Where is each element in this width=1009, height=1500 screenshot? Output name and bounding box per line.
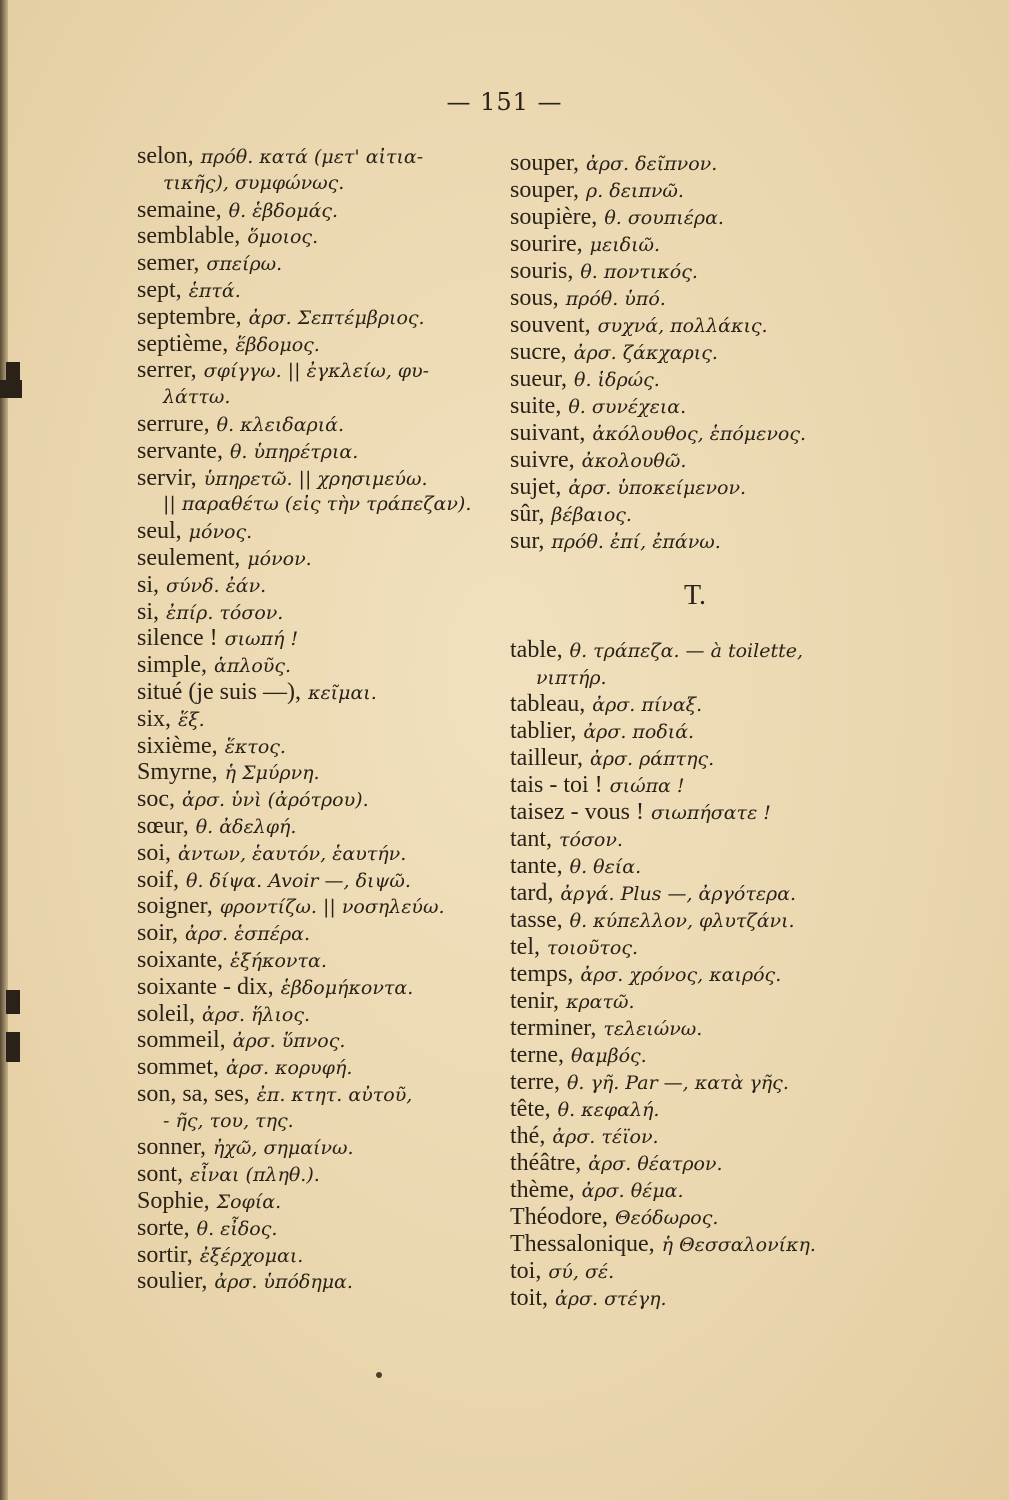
entry-continuation	[137, 170, 502, 197]
entry-headword: soleil,	[137, 1000, 195, 1027]
dictionary-column-right	[510, 150, 880, 1312]
dictionary-entry	[510, 231, 880, 258]
entry-translation: εἶναι (πληθ.).	[190, 1164, 320, 1187]
entry-headword: suivre,	[510, 447, 575, 473]
dictionary-entry	[137, 223, 502, 250]
entry-headword: serrure,	[137, 410, 210, 437]
dictionary-entry	[510, 853, 880, 880]
entry-headword: souvent,	[510, 312, 591, 338]
dictionary-entry	[510, 1231, 880, 1258]
entry-headword: tel,	[510, 934, 540, 960]
entry-headword: son, sa, ses,	[137, 1080, 250, 1107]
dictionary-entry	[137, 893, 502, 920]
dictionary-entry	[137, 277, 502, 304]
entry-translation: θ. κεφαλή.	[557, 1099, 660, 1121]
entry-translation: ἀρσ. χρόνος, καιρός.	[580, 964, 782, 986]
entry-translation: Θεόδωρος.	[614, 1207, 719, 1229]
entry-headword: sortir,	[137, 1241, 193, 1268]
entry-headword: septembre,	[137, 303, 242, 330]
entry-translation: σιωπήσατε !	[650, 802, 771, 824]
dictionary-entry	[137, 920, 502, 947]
entry-headword: sixième,	[137, 732, 218, 759]
entry-translation: τοιοῦτος.	[547, 937, 639, 959]
entry-translation: ἀρσ. ὑποκείμενον.	[568, 477, 747, 499]
dictionary-entry	[137, 250, 502, 277]
entry-headword: tant,	[510, 826, 552, 852]
entry-translation: ἕκτος.	[224, 735, 286, 758]
dictionary-entry	[137, 652, 502, 679]
entry-continuation	[137, 1108, 502, 1135]
entry-headword: tableau,	[510, 691, 586, 717]
dictionary-entry	[137, 1188, 502, 1215]
entry-headword: Sophie,	[137, 1188, 210, 1215]
entry-headword: selon,	[137, 143, 194, 169]
dictionary-entry	[137, 331, 502, 358]
dictionary-entry	[510, 393, 880, 420]
entry-headword: sorte,	[137, 1214, 190, 1241]
entry-translation: τικῆς), συμφώνως.	[163, 171, 345, 194]
dictionary-entry	[510, 1204, 880, 1231]
dictionary-entry	[137, 1134, 502, 1161]
dictionary-entry	[510, 1042, 880, 1069]
entry-translation: ἀρσ. κορυφή.	[226, 1057, 353, 1080]
entry-translation: θ. κύπελλον, φλυτζάνι.	[569, 910, 795, 932]
dictionary-entry	[137, 1242, 502, 1269]
dictionary-entry	[510, 826, 880, 853]
entry-headword: si,	[137, 598, 160, 625]
dictionary-entry	[137, 974, 502, 1001]
dictionary-entry	[510, 880, 880, 907]
entry-headword: souris,	[510, 258, 574, 284]
entry-headword: tablier,	[510, 718, 577, 744]
entry-translation: λάττω.	[163, 386, 231, 409]
entry-translation: ἕξ.	[178, 708, 205, 731]
dictionary-entry	[137, 786, 502, 813]
entry-headword: sucre,	[510, 339, 567, 365]
entry-headword: suite,	[510, 393, 562, 419]
entry-translation: ἀντων, ἑαυτόν, ἑαυτήν.	[178, 842, 407, 865]
dictionary-entry	[510, 528, 880, 555]
dictionary-entry	[510, 1150, 880, 1177]
entry-translation: θ. εἶδος.	[196, 1217, 278, 1240]
dictionary-entry	[137, 840, 502, 867]
entry-headword: seulement,	[137, 544, 241, 571]
entry-translation: νιπτήρ.	[536, 667, 607, 689]
dictionary-entry	[137, 759, 502, 786]
entry-translation: σπείρω.	[206, 253, 283, 276]
entry-headword: soulier,	[137, 1268, 208, 1295]
entry-translation: φροντίζω. || νοσηλεύω.	[219, 896, 445, 919]
entry-headword: sourire,	[510, 231, 583, 257]
entries-s-section	[510, 150, 880, 555]
dictionary-entry	[510, 1177, 880, 1204]
entry-translation: κρατῶ.	[566, 991, 635, 1013]
entry-headword: terre,	[510, 1069, 560, 1095]
entry-translation: ἁπλοῦς.	[214, 655, 292, 678]
dictionary-entry	[510, 177, 880, 204]
dictionary-entry	[510, 961, 880, 988]
entry-headword: sommet,	[137, 1054, 219, 1081]
entry-headword: sommeil,	[137, 1027, 226, 1054]
entry-headword: sur,	[510, 528, 545, 554]
entry-translation: θ. σουπιέρα.	[604, 207, 724, 229]
entry-translation: μειδιῶ.	[589, 234, 661, 256]
entry-translation: πρόθ. ἐπί, ἐπάνω.	[551, 531, 721, 553]
entry-headword: thé,	[510, 1123, 546, 1149]
dictionary-entry	[137, 197, 502, 224]
dictionary-entry	[510, 1015, 880, 1042]
entry-headword: taisez - vous !	[510, 799, 644, 825]
dictionary-entry	[510, 339, 880, 366]
dictionary-entry	[510, 988, 880, 1015]
dictionary-column-left	[137, 143, 502, 1295]
entry-translation: ἠχῶ, σημαίνω.	[213, 1137, 354, 1160]
entry-translation: ἀρσ. ὕπνος.	[232, 1030, 346, 1053]
dictionary-entry	[510, 258, 880, 285]
dictionary-entry	[510, 204, 880, 231]
entry-headword: souper,	[510, 177, 580, 203]
entry-headword: tête,	[510, 1096, 551, 1122]
entry-translation: κεῖμαι.	[307, 681, 377, 704]
dictionary-entry	[510, 691, 880, 718]
entry-translation: μόνος.	[188, 521, 253, 544]
dictionary-entry	[510, 1069, 880, 1096]
entry-headword: souper,	[510, 150, 580, 176]
entry-translation: θ. ἀδελφή.	[195, 815, 297, 838]
dictionary-entry	[137, 304, 502, 331]
dictionary-entry	[510, 501, 880, 528]
entry-headword: silence !	[137, 625, 218, 652]
entry-translation: ἑπτά.	[188, 279, 241, 302]
page-number: — 151 —	[446, 88, 563, 116]
margin-mark	[0, 380, 22, 398]
entry-continuation	[137, 384, 502, 411]
entry-translation: θ. ὑπηρέτρια.	[229, 440, 359, 463]
entry-translation: ἀρσ. ὑνὶ (ἀρότρου).	[182, 789, 369, 812]
entries-t-section	[510, 637, 880, 1312]
entry-headword: tante,	[510, 853, 563, 879]
entry-headword: thème,	[510, 1177, 575, 1203]
dictionary-entry	[137, 572, 502, 599]
entry-translation: θ. δίψα. Avoir —, διψῶ.	[186, 869, 411, 892]
dictionary-entry	[137, 679, 502, 706]
dictionary-entry	[510, 718, 880, 745]
entry-translation: πρόθ. ὑπό.	[565, 288, 666, 310]
dictionary-entry	[137, 733, 502, 760]
ink-speck	[376, 1372, 382, 1378]
entry-translation: Σοφία.	[216, 1191, 282, 1214]
entry-headword: semblable,	[137, 223, 241, 250]
entry-translation: ὅμοιος.	[247, 226, 319, 249]
entry-translation: ἀρσ. ράπτης.	[590, 748, 715, 770]
entry-translation: βέβαιος.	[551, 504, 632, 526]
entry-translation: ἡ Θεσσαλονίκη.	[661, 1234, 816, 1256]
entry-translation: ἀρσ. δεῖπνον.	[586, 153, 718, 175]
entry-translation: ἐξέρχομαι.	[199, 1244, 304, 1267]
entry-headword: toi,	[510, 1258, 542, 1284]
entry-translation: ἡ Σμύρνη.	[224, 762, 320, 785]
entry-headword: tais - toi !	[510, 772, 603, 798]
entry-translation: σφίγγω. || ἐγκλείω, φυ-	[203, 360, 430, 383]
entry-translation: θαμβός.	[570, 1045, 647, 1067]
entry-translation: - ῆς, του, της.	[163, 1109, 294, 1132]
entry-headword: serrer,	[137, 357, 197, 384]
entry-headword: Théodore,	[510, 1204, 608, 1230]
entry-headword: sœur,	[137, 812, 189, 839]
entry-headword: théâtre,	[510, 1150, 582, 1176]
dictionary-entry	[137, 867, 502, 894]
entry-translation: σύνδ. ἐάν.	[166, 574, 267, 597]
entry-translation: ἀρσ. ζάκχαρις.	[573, 342, 718, 364]
entry-headword: table,	[510, 637, 563, 663]
entry-translation: ρ. δειπνῶ.	[586, 180, 684, 202]
entry-translation: ἀρσ. τέϊον.	[552, 1126, 659, 1148]
dictionary-entry	[137, 1001, 502, 1028]
entry-translation: ἀρσ. Σεπτέμβριος.	[248, 306, 425, 329]
entry-translation: σύ, σέ.	[548, 1261, 615, 1283]
entry-headword: six,	[137, 705, 172, 732]
entry-translation: θ. συνέχεια.	[568, 396, 687, 418]
dictionary-entry	[137, 465, 502, 492]
entry-translation: θ. γῆ. Par —, κατὰ γῆς.	[566, 1072, 789, 1094]
dictionary-entry	[510, 772, 880, 799]
dictionary-entry	[137, 357, 502, 384]
dictionary-entry	[137, 518, 502, 545]
entry-translation: τόσον.	[559, 829, 623, 851]
dictionary-entry	[137, 143, 502, 170]
dictionary-entry	[137, 599, 502, 626]
entry-translation: θ. θεία.	[569, 856, 642, 878]
entry-translation: ἀκολουθῶ.	[581, 450, 687, 472]
entry-headword: soi,	[137, 839, 172, 866]
dictionary-entry	[137, 625, 502, 652]
entry-headword: septième,	[137, 330, 229, 357]
entry-headword: toit,	[510, 1285, 549, 1311]
dictionary-entry	[137, 813, 502, 840]
entry-headword: sonner,	[137, 1134, 207, 1161]
entry-translation: ἀρσ. ἥλιος.	[202, 1003, 311, 1026]
entry-headword: terne,	[510, 1042, 564, 1068]
entry-headword: soupière,	[510, 204, 598, 230]
dictionary-entry	[137, 947, 502, 974]
entry-headword: servante,	[137, 437, 223, 464]
dictionary-entry	[510, 745, 880, 772]
entry-headword: simple,	[137, 652, 207, 679]
entry-headword: soc,	[137, 786, 175, 813]
entry-translation: ἑβδομήκοντα.	[280, 976, 414, 999]
dictionary-entry	[137, 1081, 502, 1108]
dictionary-entry	[137, 1161, 502, 1188]
page-spine-edge	[0, 0, 8, 1500]
entry-translation: ἐπίρ. τόσον.	[166, 601, 284, 624]
entry-translation: ἀρσ. ποδιά.	[583, 721, 695, 743]
entry-translation: μόνον.	[247, 547, 312, 570]
entry-translation: ἀρσ. ἑσπέρα.	[185, 923, 310, 946]
entry-translation: θ. ἱδρώς.	[574, 369, 660, 391]
entry-translation: θ. ἑβδομάς.	[228, 199, 339, 222]
entry-headword: semer,	[137, 250, 200, 277]
entry-headword: situé (je suis —),	[137, 678, 301, 705]
entry-continuation	[510, 664, 880, 691]
entry-headword: soixante - dix,	[137, 973, 274, 1000]
entry-translation: ἀρσ. στέγη.	[555, 1288, 667, 1310]
dictionary-entry	[137, 1215, 502, 1242]
dictionary-entry	[510, 1096, 880, 1123]
dictionary-entry	[510, 312, 880, 339]
dictionary-entry	[510, 285, 880, 312]
entry-headword: Smyrne,	[137, 759, 218, 786]
entry-headword: tailleur,	[510, 745, 584, 771]
margin-mark	[6, 1032, 20, 1062]
entry-headword: sujet,	[510, 474, 562, 500]
dictionary-entry	[137, 438, 502, 465]
dictionary-entry	[137, 1268, 502, 1295]
entry-translation: ἀρσ. θέατρον.	[588, 1153, 723, 1175]
entry-headword: Thessalonique,	[510, 1231, 655, 1257]
entry-translation: ἕβδομος.	[235, 333, 320, 356]
dictionary-entry	[137, 1027, 502, 1054]
entry-translation: θ. τράπεζα. — à toilette,	[569, 640, 803, 662]
entry-headword: sont,	[137, 1161, 184, 1188]
dictionary-entry	[510, 474, 880, 501]
entry-headword: sûr,	[510, 501, 545, 527]
entry-translation: πρόθ. κατά (μετ' αἰτια-	[200, 146, 424, 168]
entry-translation: ὑπηρετῶ. || χρησιμεύω.	[203, 467, 428, 490]
section-letter: T.	[683, 580, 707, 611]
entry-translation: ἀρσ. πίναξ.	[592, 694, 703, 716]
entry-translation: ἀργά. Plus —, ἀργότερα.	[560, 883, 797, 905]
dictionary-entry	[137, 706, 502, 733]
dictionary-entry	[510, 1123, 880, 1150]
entry-translation: ἑξήκοντα.	[229, 949, 327, 972]
dictionary-entry	[510, 447, 880, 474]
margin-mark	[6, 990, 20, 1014]
entry-translation: ἀρσ. ὑπόδημα.	[214, 1271, 353, 1294]
entry-headword: terminer,	[510, 1015, 597, 1041]
entry-headword: servir,	[137, 464, 197, 491]
entry-headword: tasse,	[510, 907, 563, 933]
dictionary-entry	[510, 799, 880, 826]
dictionary-entry	[510, 1285, 880, 1312]
entry-translation: σιωπή !	[224, 628, 299, 651]
entry-headword: soir,	[137, 920, 179, 947]
entry-translation: τελειώνω.	[603, 1018, 703, 1040]
entry-continuation	[137, 491, 502, 518]
dictionary-entry	[510, 934, 880, 961]
entry-headword: soif,	[137, 866, 179, 893]
entry-headword: semaine,	[137, 196, 222, 223]
dictionary-entry	[510, 150, 880, 177]
entry-headword: temps,	[510, 961, 574, 987]
dictionary-entry	[510, 420, 880, 447]
dictionary-entry	[510, 637, 880, 664]
entry-headword: soigner,	[137, 893, 213, 920]
dictionary-entry	[137, 1054, 502, 1081]
dictionary-entry	[137, 545, 502, 572]
entry-headword: sous,	[510, 285, 559, 311]
entry-translation: ἀκόλουθος, ἑπόμενος.	[592, 423, 807, 445]
dictionary-entry	[510, 1258, 880, 1285]
entry-headword: tard,	[510, 880, 554, 906]
entry-translation: ἐπ. κτητ. αὐτοῦ,	[256, 1083, 413, 1106]
entry-headword: seul,	[137, 518, 182, 545]
entry-translation: ἀρσ. θέμα.	[581, 1180, 684, 1202]
dictionary-entry	[137, 411, 502, 438]
dictionary-entry	[510, 907, 880, 934]
entry-translation: θ. κλειδαριά.	[216, 413, 345, 436]
entry-translation: θ. ποντικός.	[580, 261, 698, 283]
entry-translation: συχνά, πολλάκις.	[597, 315, 768, 337]
entry-headword: tenir,	[510, 988, 560, 1014]
entry-headword: sueur,	[510, 366, 568, 392]
dictionary-entry	[510, 366, 880, 393]
entry-translation: || παραθέτω (εἰς τὴν τράπεζαν).	[163, 493, 472, 516]
entry-headword: soixante,	[137, 946, 223, 973]
entry-headword: si,	[137, 571, 160, 598]
entry-headword: suivant,	[510, 420, 586, 446]
entry-translation: σιώπα !	[609, 775, 685, 797]
entry-headword: sept,	[137, 276, 182, 303]
